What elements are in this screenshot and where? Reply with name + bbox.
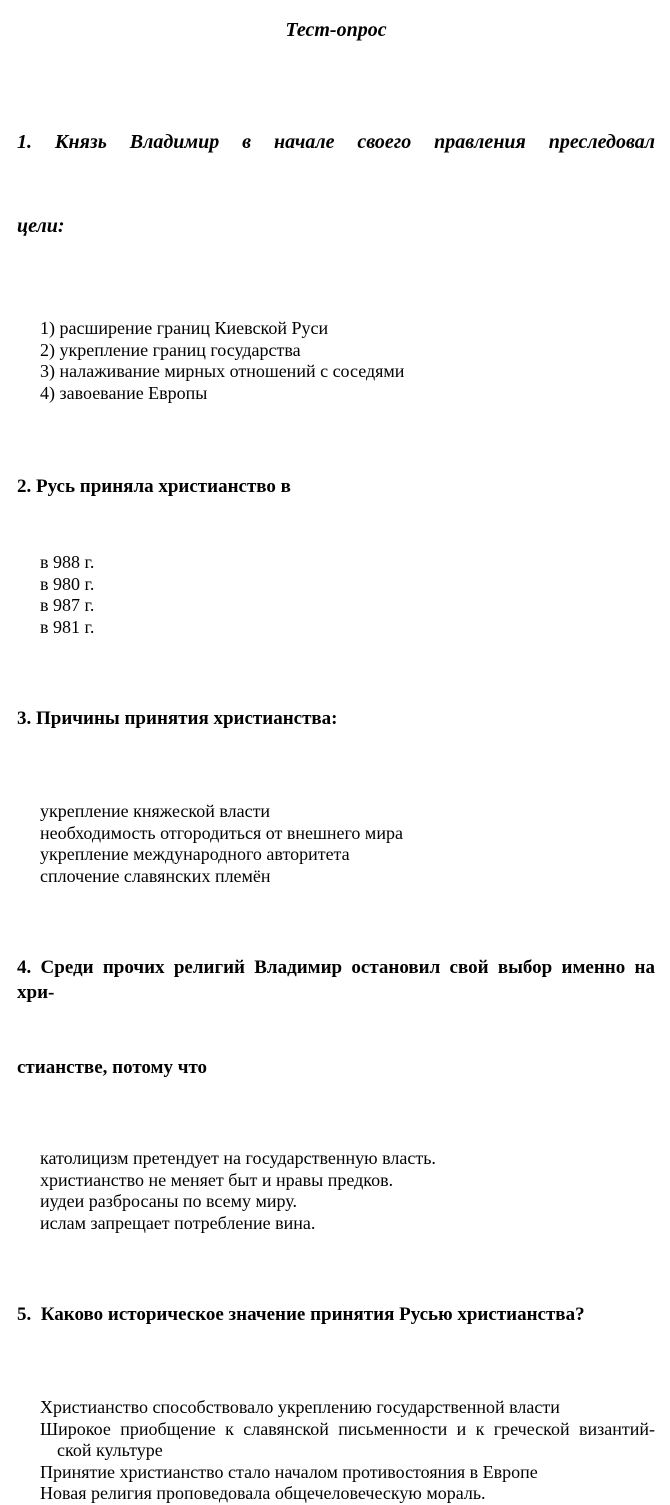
answer-option: в 980 г.: [40, 573, 95, 594]
question-4-heading-line-2: стианстве, потому что: [17, 1057, 208, 1078]
answer-option: иудеи разбросаны по всему миру.: [40, 1191, 298, 1211]
answer-option: [40, 1419, 655, 1462]
question-2-heading: [17, 424, 655, 549]
answer-option: 3) налаживание мирных отношений с соседями: [40, 361, 405, 381]
question-block-3: [17, 656, 655, 887]
question-1-options: [17, 318, 655, 404]
question-3-heading: [17, 656, 655, 781]
answer-option: Новая религия проповедовала общечеловеческую мораль.: [40, 1483, 486, 1503]
answer-option: 2) укрепление границ государства: [40, 339, 301, 360]
question-1-heading-line-1: 1. Князь Владимир в начале своего правления преследовал: [17, 131, 655, 153]
question-5-heading: [17, 1252, 655, 1377]
answer-option: сплочение славянских племён: [40, 865, 271, 886]
question-4-heading-line-1: 4. Среди прочих религий Владимир остановил свой выбор именно на хри-: [17, 957, 660, 1003]
answer-option: 4) завоевание Европы: [40, 382, 208, 403]
answer-option: укрепление княжеской власти: [40, 801, 271, 821]
question-2-heading-line-1: 2. Русь приняла христианство в: [17, 476, 291, 497]
question-4-heading: [17, 905, 660, 1130]
answer-option: необходимость отгородиться от внешнего мира: [40, 822, 403, 843]
question-1-heading: [17, 72, 655, 296]
answer-option: Принятие христианство стало началом противостояния в Европе: [40, 1461, 538, 1482]
answer-option: в 987 г.: [40, 595, 95, 615]
question-block-5: [17, 1252, 655, 1505]
answer-option: 1) расширение границ Киевской Руси: [40, 318, 329, 338]
question-block-1: [17, 72, 655, 404]
answer-option: укрепление международного авторитета: [40, 844, 350, 864]
answer-option: католицизм претендует на государственную власть.: [40, 1148, 436, 1168]
question-3-heading-line-1: 3. Причины принятия христианства:: [17, 708, 338, 729]
answer-option: в 988 г.: [40, 552, 95, 572]
page-title: Тест-опрос: [285, 19, 387, 41]
answer-option-line-1: Широкое приобщение к славянской письменности и к греческой византий-: [40, 1418, 655, 1439]
answer-option: Христианство способствовало укреплению государственной власти: [40, 1397, 560, 1417]
question-5-heading-line-1: 5. Каково историческое значение принятия Русью христианства?: [17, 1304, 585, 1325]
answer-option: христианство не меняет быт и нравы предков.: [40, 1169, 394, 1190]
question-4-options: [17, 1148, 655, 1234]
question-block-4: [17, 905, 660, 1234]
question-5-options: [17, 1397, 655, 1505]
answer-option: в 981 г.: [40, 616, 95, 637]
question-3-options: [17, 801, 655, 887]
question-1-heading-line-2: цели:: [17, 215, 65, 237]
question-block-2: [17, 424, 655, 638]
answer-option: ислам запрещает потребление вина.: [40, 1212, 316, 1233]
answer-option-line-2: ской культуре: [57, 1440, 163, 1460]
question-2-options: [17, 552, 655, 638]
